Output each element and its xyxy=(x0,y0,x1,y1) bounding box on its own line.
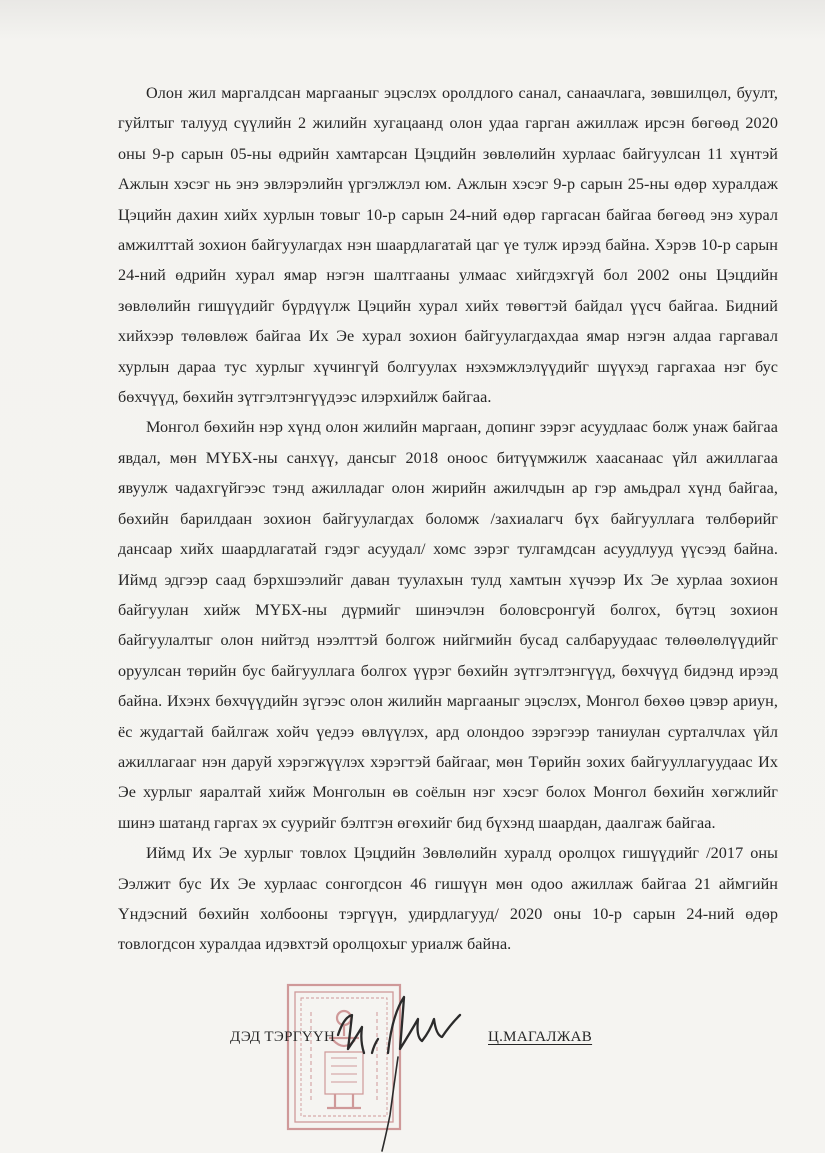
signatory-title: ДЭД ТЭРГҮҮН xyxy=(230,1029,336,1045)
letter-body xyxy=(118,78,778,960)
paragraph-1: Олон жил маргалдсан маргааныг эцэслэх оролдлого санал, санаачлага, зөвшилцөл, буулт, гуйлтыг талууд сүүлийн 2 жилийн хугацаанд олон удаа гарган ажиллаж ирсэн бөгөөд 2020 оны 9-р сарын 05-ны өдрийн хамтарсан Цэцдийн зөвлөлийн хурлаас байгуулсан 11 хүнтэй Ажлын хэсэг нь энэ эвлэрэлийн үргэлжлэл юм. Ажлын хэсэг 9-р сарын 25-ны өдөр хуралдаж Цэцийн дахин хийх хурлын товыг 10-р сарын 24-ний өдөр гаргасан байгаа бөгөөд энэ хурал амжилттай зохион байгуулагдах нэн шаардлагатай цаг үе тулж ирээд байна. Хэрэв 10-р сарын 24-ний өдрийн хурал ямар нэгэн шалтгааны улмаас хийгдэхгүй бол 2002 оны Цэцдийн зөвлөлийн гишүүдийг бүрдүүлж Цэцийн хурал хийх төвөгтэй байдал үүсч байгаа. Бидний хийхээр төлөвлөж байгаа Их Эе хурал зохион байгуулагдахдаа ямар нэгэн алдаа гаргавал хурлын дараа тус хурлыг хүчингүй болгуулах нэхэмжлэлүүдийг шүүхэд гаргахаа нэг бус бөхчүүд, бөхийн зүтгэлтэнгүүдээс илэрхийлж байгаа. xyxy=(118,84,778,407)
signatory-name: Ц.МАГАЛЖАВ xyxy=(488,1029,593,1045)
paragraph-2: Монгол бөхийн нэр хүнд олон жилийн маргаан, допинг зэрэг асуудлаас болж унаж байгаа явдал, мөн МҮБХ-ны санхүү, дансыг 2018 оноос битүүмжилж хаасанаас үйл ажиллагаа явуулж чадахгүйгээс тэнд ажилладаг олон жирийн ажилчдын ар гэр амьдрал хүнд байгаа, бөхийн барилдаан зохион байгуулагдах боломж /захиалагч бүх байгууллага төлбөрийг дансаар хийх шаардлагатай гэдэг асуудал/ хомс зэрэг тулгамдсан асуудлууд үүсээд байна. Иймд эдгээр саад бэрхшээлийг даван туулахын тулд хамтын хүчээр Их Эе хурлаа зохион байгуулан хийж МҮБХ-ны дүрмийг шинэчлэн боловсронгуй болгох, бүтэц зохион байгуулалтыг олон нийтэд нээлттэй болгож нийгмийн бусад салбаруудаас төлөөлөлүүдийг оруулсан төрийн бус байгууллага болгох үүрэг бөхийн зүтгэлтэнгүүд, бөхчүүд бидэнд ирээд байна. Ихэнх бөхчүүдийн зүгээс олон жилийн маргааныг эцэслэх, Монгол бөхөө цэвэр ариун, ёс жудагтай байлгаж хойч үедээ өвлүүлэх, ард олондоо зэрэгээр таниулан сурталчлах үйл ажиллагааг нэн даруй хэрэгжүүлэх хэрэгтэй байгааг, мөн Төрийн зохих байгууллагуудаас Их Эе хурлыг яаралтай хийж Монголын өв соёлын нэг хэсэг болох Монгол бөхийн хөгжлийг шинэ шатанд гаргах эх суурийг бэлтгэн өгөхийг бид бүхэнд шаардан, даалгаж байгаа. xyxy=(118,418,778,832)
paragraph-3: Иймд Их Эе хурлыг товлох Цэцдийн Зөвлөлийн хуралд оролцох гишүүдийг /2017 оны Ээлжит бус Их Эе хурлаас сонгогдсон 46 гишүүн мөн одоо ажиллаж байгаа 21 аймгийн Үндэсний бөхийн холбооны тэргүүн, удирдлагууд/ 2020 оны 10-р сарын 24-ний өдөр товлогдсон хуралдаа идэвхтэй оролцохыг уриалж байна. xyxy=(118,844,778,954)
handwritten-signature xyxy=(330,975,490,1153)
